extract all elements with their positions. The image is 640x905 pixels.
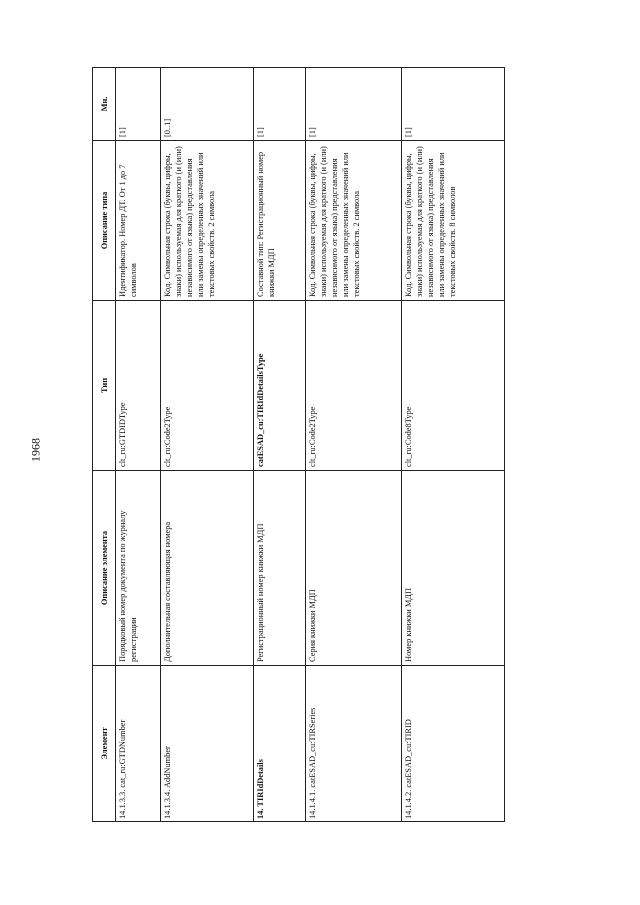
row-mult: [1] [254,67,306,140]
header-row [93,67,116,821]
row-type: clt_ru:GTDIDType [116,300,161,470]
row-number: 14.1.3.4. [163,789,172,819]
row-mult: [1] [306,67,402,140]
row-cell-element [161,665,254,821]
row-number: 14. [256,808,265,819]
row-element-name: cat_ru:GTDNumber [118,719,127,788]
page-number: 1968 [28,438,43,462]
row-element-name: TIRIdDetails [256,759,265,807]
row-type-desc: Код. Символьная строка (буквы, цифры, знаки) используемая для краткого (и (или) независимого от языка) представления или замены определенных значений или текстовых свойств. 2 символа [161,140,254,300]
header-type-desc: Описание типа [93,140,116,300]
table-row [306,67,402,821]
row-type-desc: Идентификатор. Номер ДТ. От 1 до 7 символов [116,140,161,300]
row-cell-element [306,665,402,821]
row-type: clt_ru:Code2Type [161,300,254,470]
row-mult: [1] [116,67,161,140]
row-mult: [1] [402,67,505,140]
table-row [254,67,306,821]
row-element-desc: Номер книжки МДП [402,470,505,665]
row-element-desc: Дополнительная составляющая номера [161,470,254,665]
header-element: Элемент [93,665,116,821]
table-row [116,67,161,821]
header-mult: Мн. [93,67,116,140]
row-cell-element [402,665,505,821]
header-element-desc: Описание элемента [93,470,116,665]
row-element-name: AddNumber [163,746,172,789]
row-type: catESAD_cu:TIRIdDetailsType [254,300,306,470]
row-mult: [0..1] [161,67,254,140]
row-type-desc: Код. Символьная строка (буквы, цифры, знаки) используемая для краткого (и (или) независимого от языка) представления или замены определенных значений или текстовых свойств. 8 символов [402,140,505,300]
element-table [92,67,505,822]
row-type: clt_ru:Code2Type [306,300,402,470]
row-type: clt_ru:Code8Type [402,300,505,470]
row-number: 14.1.4.1. [308,789,317,819]
table-row [161,67,254,821]
table-row [402,67,505,821]
row-element-desc: Регистрационный номер книжки МДП [254,470,306,665]
row-cell-element [116,665,161,821]
row-number: 14.1.3.3. [118,789,127,819]
row-element-desc: Порядковый номер документа по журналу регистрации [116,470,161,665]
row-cell-element [254,665,306,821]
row-element-name: catESAD_cu:TIRSeries [308,707,317,788]
row-element-name: catESAD_cu:TIRID [404,719,413,788]
row-type-desc: Код. Символьная строка (буквы, цифры, знаки) используемая для краткого (и (или) независимого от языка) представления или замены определенных значений или текстовых свойств. 2 символа [306,140,402,300]
row-type-desc: Составной тип: Регистрационный номер книжки МДП [254,140,306,300]
row-element-desc: Серия книжки МДП [306,470,402,665]
header-type: Тип [93,300,116,470]
row-number: 14.1.4.2. [404,789,413,819]
rotated-table-sheet [92,68,457,822]
